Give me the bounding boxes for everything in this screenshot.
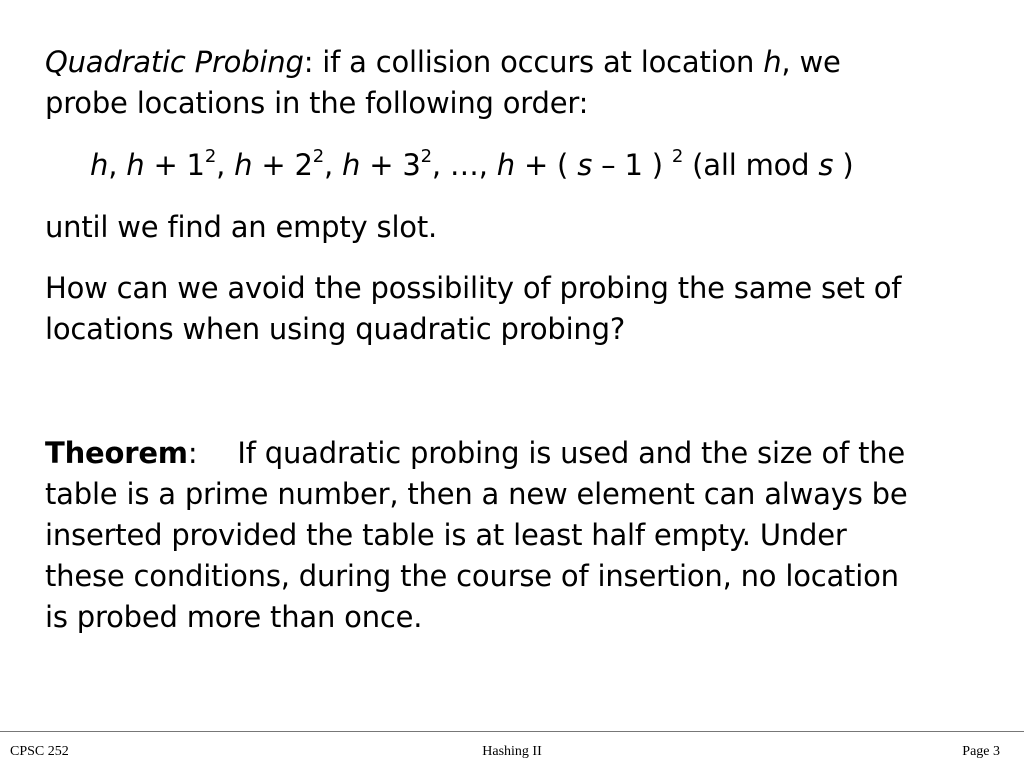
text-segment: ) (833, 148, 854, 182)
text-segment: + ( (514, 148, 578, 182)
variable-h: h (234, 148, 253, 182)
text-segment: , …, (431, 148, 497, 182)
text-segment: + 3 (360, 148, 421, 182)
text-segment: (all mod (683, 148, 819, 182)
footer-course: CPSC 252 (10, 744, 69, 759)
exponent: 2 (671, 146, 684, 168)
text-segment: , (216, 148, 235, 182)
variable-s: s (577, 148, 593, 182)
footer-title: Hashing II (482, 744, 542, 759)
variable-s: s (818, 148, 834, 182)
exponent: 2 (312, 146, 324, 168)
question-line: How can we avoid the possibility of probing the same set of (45, 271, 902, 305)
text-segment: + 1 (144, 148, 205, 182)
paragraph-quadratic-probing (45, 42, 985, 83)
text-segment: : if a collision occurs at location (303, 45, 764, 79)
paragraph-empty-slot: until we find an empty slot. (45, 210, 438, 244)
variable-h: h (342, 148, 361, 182)
term-quadratic-probing: Quadratic Probing (45, 45, 304, 79)
paragraph-line: probe locations in the following order: (45, 86, 589, 120)
theorem-line: is probed more than once. (45, 600, 423, 634)
variable-h: h (496, 148, 515, 182)
variable-h: h (90, 148, 109, 182)
theorem-label: Theorem (45, 436, 188, 470)
text-segment: + 2 (252, 148, 313, 182)
exponent: 2 (204, 146, 217, 168)
text-segment: , (108, 148, 127, 182)
probe-sequence (90, 145, 1024, 186)
variable-h: h (126, 148, 145, 182)
footer-divider (0, 731, 1024, 732)
exponent: 2 (420, 146, 432, 168)
text-segment: , (323, 148, 343, 182)
theorem-line (45, 433, 985, 474)
theorem-text: If quadratic probing is used and the size of the (237, 436, 906, 470)
theorem-line: these conditions, during the course of insertion, no location (45, 559, 899, 593)
text-segment: , we (781, 45, 841, 79)
text-segment: – 1 ) (592, 148, 672, 182)
theorem-colon: : (187, 436, 198, 470)
theorem-line: table is a prime number, then a new element can always be (45, 477, 908, 511)
theorem-line: inserted provided the table is at least half empty. Under (45, 518, 847, 552)
footer-page-number: Page 3 (962, 744, 1000, 759)
question-line: locations when using quadratic probing? (45, 312, 626, 346)
variable-h: h (763, 45, 782, 79)
